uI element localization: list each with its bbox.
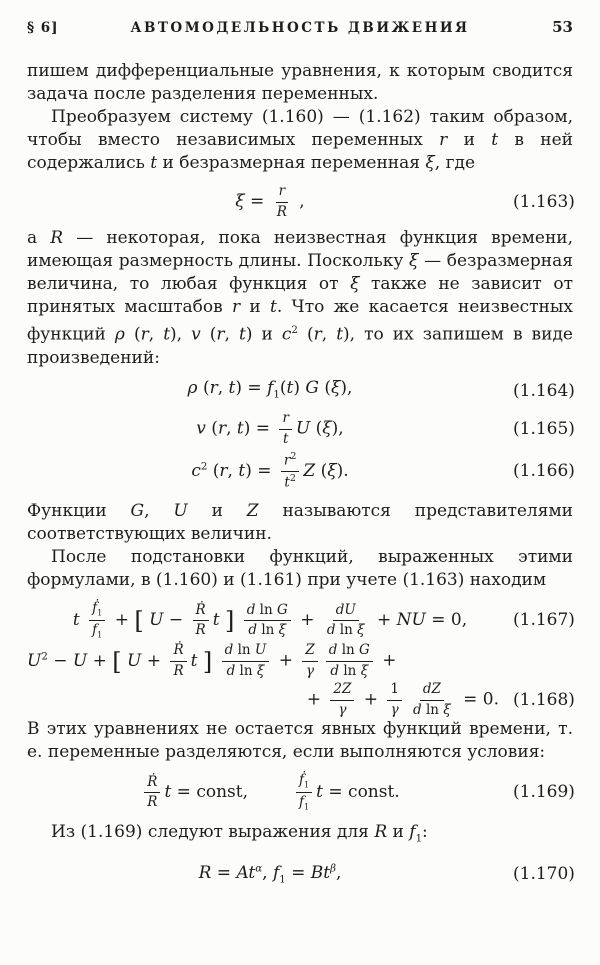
paragraph-r-function: а R — некоторая, пока неизвестная функция времени, имеющая размерность длины. Поскольку ξ — безразмерная величина, то любая функция от ξ также не зависит от принятых масштабов r и t. Что же касается неизвестных функций ρ (r, t), v (r, t) и $c^2$ (r, t), то их запишем в виде произведений: <box>27 228 574 368</box>
paragraph-separation-conditions: В этих уравнениях не остается явных функций времени, т. е. переменные разделяются, если выполняются условия: <box>27 719 573 763</box>
equation-number: (1.169) <box>513 782 575 803</box>
equation-body: + $\frac{2Z}{\gamma}$ + $\frac{1}{\gamma}$ $\frac{dZ}{\text{d ln ξ}}$ = 0. <box>306 681 499 718</box>
running-title: АВТОМОДЕЛЬНОСТЬ ДВИЖЕНИЯ <box>130 20 470 36</box>
equation-1-165 <box>27 411 573 447</box>
equation-body: ρ (r, $t) = f_1(t)$ G (ξ), <box>187 377 353 401</box>
paragraph-representatives: Функции G, U и Z называются представителями соответствующих величин. <box>27 501 574 545</box>
equation-1-169 <box>27 773 573 812</box>
equation-number: (1.170) <box>513 864 575 885</box>
equation-number: (1.165) <box>513 418 575 439</box>
equation-1-170 <box>27 858 573 892</box>
section-marker: § 6] <box>27 20 59 36</box>
equation-number: (1.166) <box>513 461 575 482</box>
equation-body: v (r, t) = $\frac{r}{t}$ U (ξ), <box>196 410 344 447</box>
equation-1-163 <box>27 184 573 220</box>
equation-number: (1.163) <box>513 191 575 212</box>
equation-number: (1.168) <box>513 689 575 710</box>
equation-1-166 <box>27 452 573 491</box>
paragraph-continuation: пишем дифференциальные уравнения, к которым сводится задача после разделения переменных. <box>27 61 573 104</box>
equation-number: (1.164) <box>513 380 575 401</box>
equation-body: ξ = $\frac{r}{R}$ , <box>235 183 305 220</box>
equation-body: $U^2 - U$ + [ U + $\frac{\text{Ṙ}}{R}$ t ] $\frac{\text{d ln U}}{\text{d ln ξ}}$ + $\frac{Z}{\gamma}$ $\frac{\text{d ln G}}{\text{d ln ξ}}$ + <box>27 642 397 679</box>
equation-1-167 <box>27 601 573 640</box>
equation-number: (1.167) <box>513 610 575 631</box>
page-number: 53 <box>552 18 573 36</box>
paragraph-expressions-follow: Из (1.169) следуют выражения для R и $f_1$: <box>51 822 428 845</box>
equation-body: t $\frac{ḟ_1}{f_1}$ + [ U − $\frac{\text{Ṙ}}{R}$ t ] $\frac{\text{d ln G}}{\text{d ln ξ}}$ + $\frac{dU}{\text{d ln ξ}}$ + NU = 0, <box>72 600 468 640</box>
equation-1-164 <box>27 377 573 406</box>
equation-body: $\frac{\text{Ṙ}}{R}$ t = const, $\frac{ḟ_1}{f_1}$ t = const. <box>27 773 513 812</box>
running-head <box>27 18 573 36</box>
equation-1-168-line1 <box>27 643 573 679</box>
paragraph-substitution: После подстановки функций, выраженных этими формулами, в (1.160) и (1.161) при учете (1.163) находим <box>27 547 573 591</box>
equation-body: $c^2$ (r, t) = $\frac{r^2}{t^2}$ Z (ξ). <box>191 451 349 491</box>
paragraph-transform-system: Преобразуем систему (1.160) — (1.162) таким образом, чтобы вместо независимых переменных r и t в ней содержались t и безразмерная переменная ξ, где <box>27 107 573 173</box>
equation-1-168-line2 <box>27 682 573 718</box>
equation-body: $R = At^\alpha$, $f_1 = Bt^\beta$, <box>198 863 342 886</box>
